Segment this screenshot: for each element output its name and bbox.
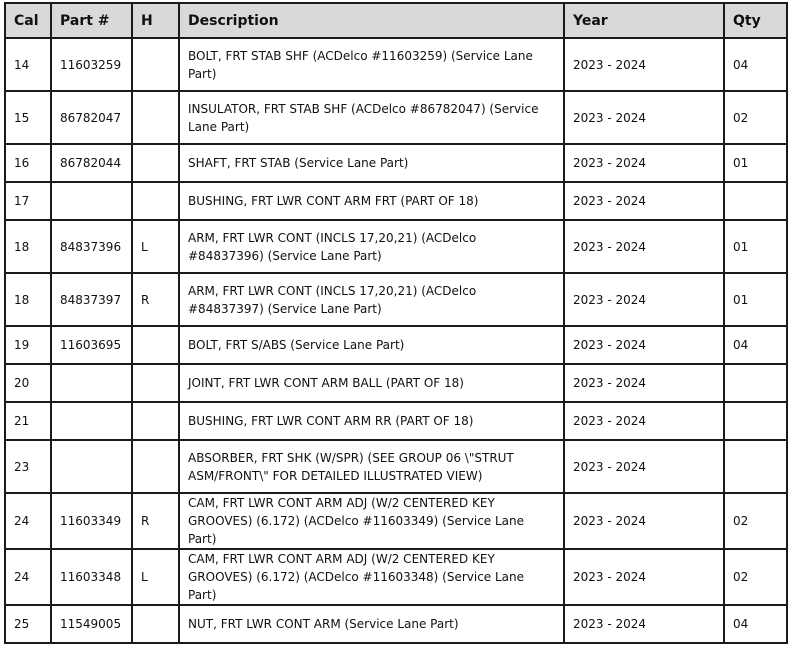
table-row [5,144,787,182]
header-row [5,3,787,38]
header-cal: Cal [5,3,51,38]
cell-hand: L [132,220,179,273]
cell-qty: 01 [724,220,787,273]
cell-part-number [51,364,132,402]
cell-year: 2023 - 2024 [564,493,724,549]
cell-year: 2023 - 2024 [564,549,724,605]
table-header [5,3,787,38]
header-hand: H [132,3,179,38]
cell-year: 2023 - 2024 [564,364,724,402]
cell-qty: 01 [724,273,787,326]
cell-year: 2023 - 2024 [564,605,724,643]
cell-cal: 18 [5,273,51,326]
cell-cal: 16 [5,144,51,182]
cell-hand [132,440,179,493]
cell-description: ABSORBER, FRT SHK (W/SPR) (SEE GROUP 06 \"STRUT ASM/FRONT\" FOR DETAILED ILLUSTRATED VIEW) [179,440,564,493]
cell-cal: 14 [5,38,51,91]
table-row [5,273,787,326]
cell-cal: 15 [5,91,51,144]
cell-hand: R [132,273,179,326]
table-row [5,402,787,440]
cell-qty: 02 [724,91,787,144]
cell-hand [132,38,179,91]
cell-part-number: 84837397 [51,273,132,326]
cell-description: ARM, FRT LWR CONT (INCLS 17,20,21) (ACDelco #84837397) (Service Lane Part) [179,273,564,326]
cell-part-number: 86782047 [51,91,132,144]
cell-qty: 01 [724,144,787,182]
cell-qty [724,364,787,402]
cell-part-number [51,440,132,493]
cell-year: 2023 - 2024 [564,91,724,144]
table-row [5,182,787,220]
cell-part-number: 11603349 [51,493,132,549]
header-part-number: Part # [51,3,132,38]
cell-year: 2023 - 2024 [564,38,724,91]
cell-description: ARM, FRT LWR CONT (INCLS 17,20,21) (ACDelco #84837396) (Service Lane Part) [179,220,564,273]
cell-hand [132,182,179,220]
cell-cal: 17 [5,182,51,220]
header-description: Description [179,3,564,38]
cell-qty: 02 [724,549,787,605]
cell-hand [132,364,179,402]
cell-description: BOLT, FRT S/ABS (Service Lane Part) [179,326,564,364]
cell-year: 2023 - 2024 [564,440,724,493]
cell-description: SHAFT, FRT STAB (Service Lane Part) [179,144,564,182]
cell-hand [132,91,179,144]
cell-description: JOINT, FRT LWR CONT ARM BALL (PART OF 18) [179,364,564,402]
cell-cal: 21 [5,402,51,440]
cell-cal: 20 [5,364,51,402]
table-row [5,91,787,144]
cell-year: 2023 - 2024 [564,144,724,182]
cell-cal: 23 [5,440,51,493]
cell-part-number: 11603348 [51,549,132,605]
cell-qty [724,182,787,220]
cell-part-number: 84837396 [51,220,132,273]
cell-part-number: 86782044 [51,144,132,182]
cell-part-number: 11603259 [51,38,132,91]
cell-part-number: 11603695 [51,326,132,364]
cell-hand [132,605,179,643]
cell-hand [132,144,179,182]
table-row [5,220,787,273]
table-row [5,440,787,493]
cell-year: 2023 - 2024 [564,273,724,326]
table-row [5,38,787,91]
cell-year: 2023 - 2024 [564,220,724,273]
cell-part-number: 11549005 [51,605,132,643]
cell-qty: 02 [724,493,787,549]
table-row [5,326,787,364]
cell-year: 2023 - 2024 [564,326,724,364]
cell-year: 2023 - 2024 [564,402,724,440]
cell-description: NUT, FRT LWR CONT ARM (Service Lane Part) [179,605,564,643]
cell-description: CAM, FRT LWR CONT ARM ADJ (W/2 CENTERED KEY GROOVES) (6.172) (ACDelco #11603349) (Service Lane Part) [179,493,564,549]
cell-description: BOLT, FRT STAB SHF (ACDelco #11603259) (Service Lane Part) [179,38,564,91]
cell-cal: 24 [5,493,51,549]
cell-qty [724,402,787,440]
cell-description: BUSHING, FRT LWR CONT ARM FRT (PART OF 18) [179,182,564,220]
cell-hand [132,326,179,364]
cell-qty [724,440,787,493]
cell-cal: 24 [5,549,51,605]
header-qty: Qty [724,3,787,38]
cell-hand: R [132,493,179,549]
cell-qty: 04 [724,326,787,364]
parts-table [4,2,788,644]
cell-description: BUSHING, FRT LWR CONT ARM RR (PART OF 18) [179,402,564,440]
cell-description: CAM, FRT LWR CONT ARM ADJ (W/2 CENTERED KEY GROOVES) (6.172) (ACDelco #11603348) (Service Lane Part) [179,549,564,605]
cell-cal: 19 [5,326,51,364]
cell-part-number [51,402,132,440]
table-row [5,493,787,549]
cell-hand [132,402,179,440]
table-row [5,549,787,605]
cell-cal: 25 [5,605,51,643]
cell-hand: L [132,549,179,605]
cell-qty: 04 [724,38,787,91]
header-year: Year [564,3,724,38]
table-row [5,364,787,402]
cell-part-number [51,182,132,220]
cell-qty: 04 [724,605,787,643]
table-row [5,605,787,643]
table-body [5,38,787,643]
cell-cal: 18 [5,220,51,273]
cell-description: INSULATOR, FRT STAB SHF (ACDelco #86782047) (Service Lane Part) [179,91,564,144]
cell-year: 2023 - 2024 [564,182,724,220]
